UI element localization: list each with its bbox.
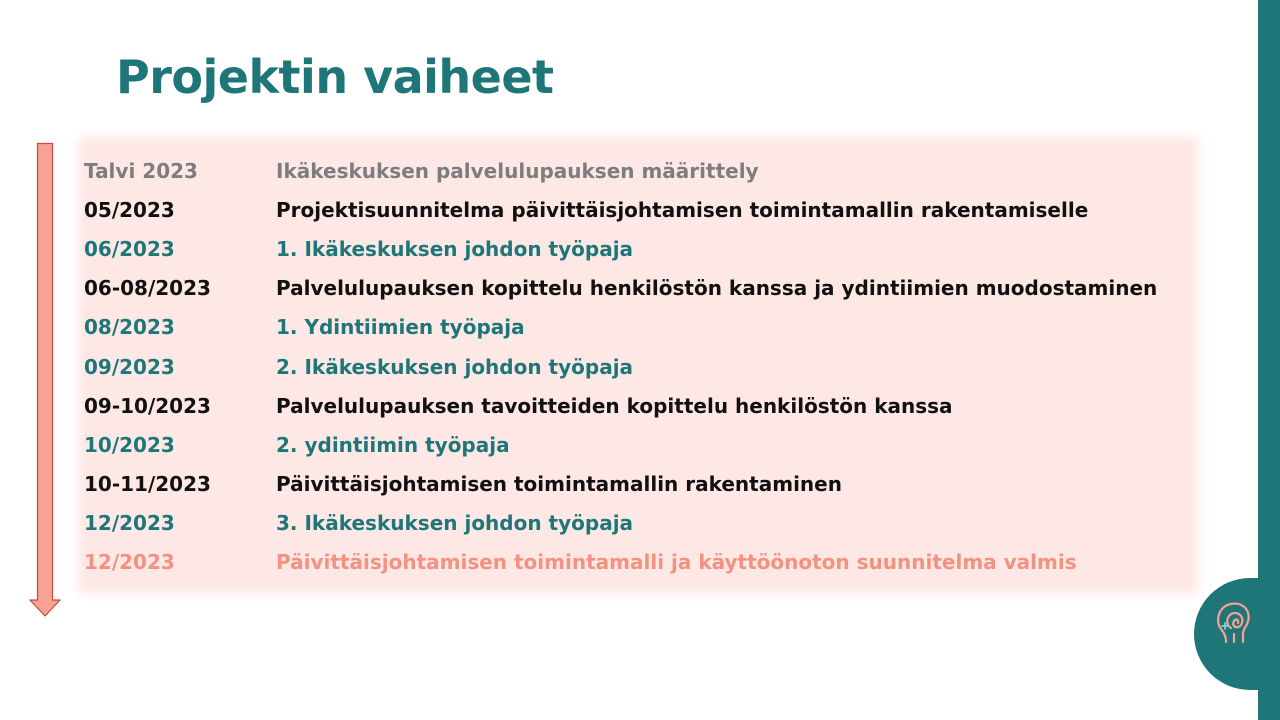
timeline-row (84, 543, 1204, 582)
timeline-description: 1. Ikäkeskuksen johdon työpaja (276, 236, 634, 261)
page-title: Projektin vaiheet (116, 50, 554, 104)
timeline-list (84, 151, 1204, 582)
timeline-date: 12/2023 (84, 550, 175, 575)
head-spiral-logo-icon (1212, 598, 1256, 648)
timeline-description: 2. ydintiimin työpaja (276, 432, 510, 457)
timeline-description: 1. Ydintiimien työpaja (276, 315, 525, 340)
timeline-row (84, 269, 1204, 308)
timeline-description: Päivittäisjohtamisen toimintamalli ja käyttöönoton suunnitelma valmis (276, 550, 1077, 575)
timeline-row (84, 190, 1204, 229)
timeline-date: 06/2023 (84, 236, 175, 261)
timeline-row (84, 308, 1204, 347)
down-arrow-icon (28, 142, 62, 618)
timeline-row (84, 504, 1204, 543)
timeline-description: Palvelulupauksen kopittelu henkilöstön kanssa ja ydintiimien muodostaminen (276, 276, 1158, 301)
timeline-date: 10/2023 (84, 432, 175, 457)
timeline-date: 12/2023 (84, 511, 175, 536)
timeline-description: 2. Ikäkeskuksen johdon työpaja (276, 354, 634, 379)
timeline-description: Projektisuunnitelma päivittäisjohtamisen toimintamallin rakentamiselle (276, 197, 1089, 222)
timeline-date: 10-11/2023 (84, 472, 211, 497)
timeline-date: Talvi 2023 (84, 158, 198, 183)
timeline-date: 08/2023 (84, 315, 175, 340)
timeline-description: Palvelulupauksen tavoitteiden kopittelu henkilöstön kanssa (276, 393, 953, 418)
timeline-row (84, 465, 1204, 504)
timeline-row (84, 347, 1204, 386)
timeline-date: 05/2023 (84, 197, 175, 222)
timeline-description: 3. Ikäkeskuksen johdon työpaja (276, 511, 634, 536)
timeline-date: 09/2023 (84, 354, 175, 379)
timeline-row (84, 151, 1204, 190)
timeline-description: Päivittäisjohtamisen toimintamallin rakentaminen (276, 472, 842, 497)
timeline-date: 09-10/2023 (84, 393, 211, 418)
timeline-row (84, 229, 1204, 268)
timeline-row (84, 425, 1204, 464)
timeline-description: Ikäkeskuksen palvelulupauksen määrittely (276, 158, 759, 183)
timeline-date: 06-08/2023 (84, 276, 211, 301)
timeline-row (84, 386, 1204, 425)
